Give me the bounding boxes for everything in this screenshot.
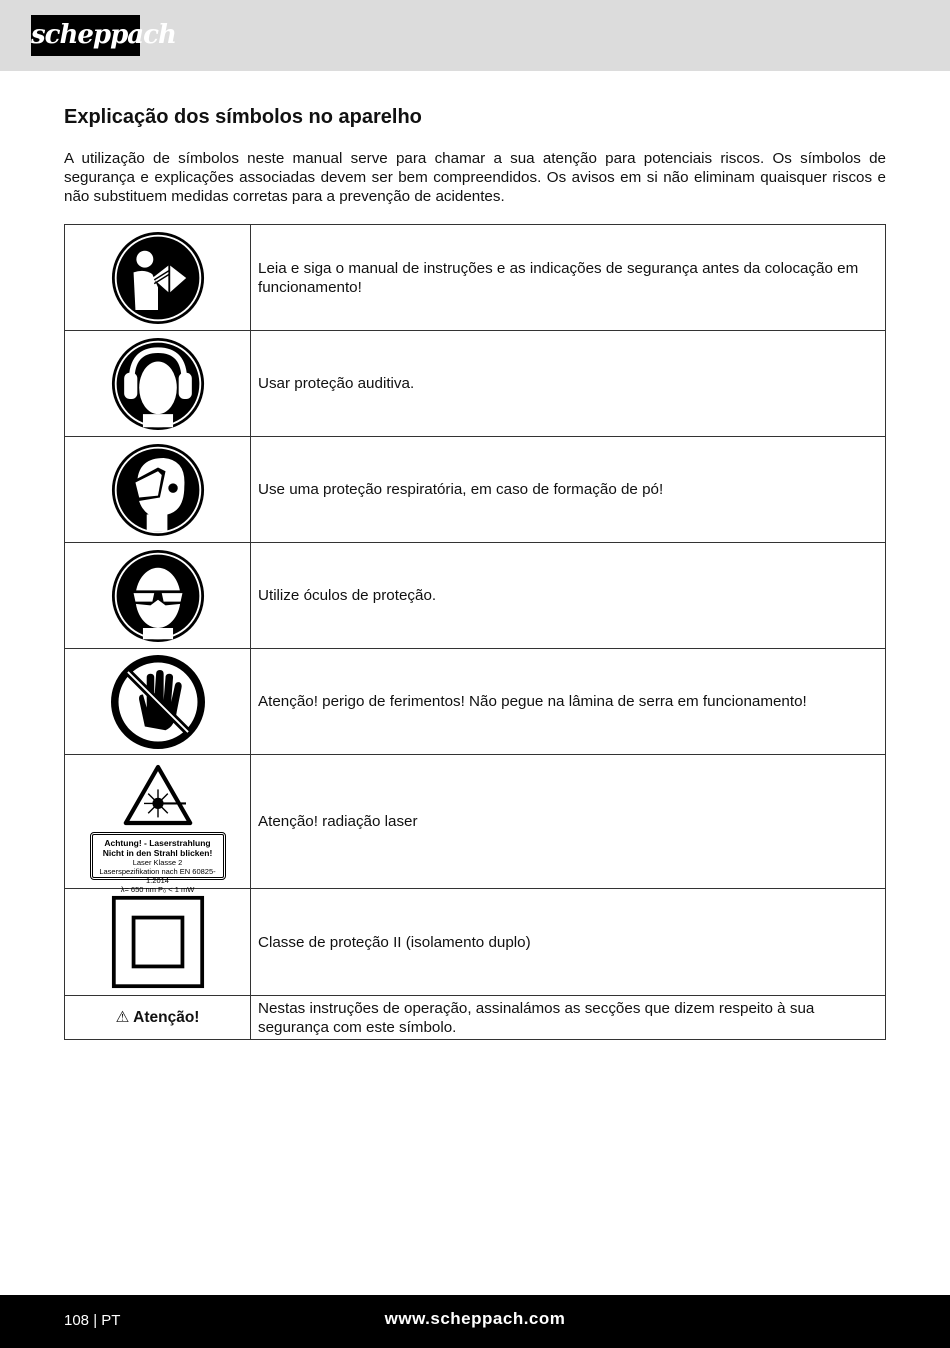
laser-warning-icon — [123, 764, 193, 826]
no-hands-icon — [111, 655, 205, 749]
laser-label-line: Nicht in den Strahl blicken! — [102, 847, 213, 858]
respiratory-protection-icon — [111, 443, 205, 537]
page-number: 108 | PT — [64, 1312, 121, 1329]
symbols-table — [64, 224, 886, 1040]
symbol-icon-cell — [65, 543, 251, 649]
symbol-icon-cell — [65, 755, 251, 894]
laser-label — [90, 832, 226, 894]
attention-text: Nestas instruções de operação, assinalámos as secções que dizem respeito à sua segurança com este símbolo. — [251, 996, 886, 1040]
symbol-text: Atenção! perigo de ferimentos! Não pegue na lâmina de serra em funcionamento! — [251, 649, 886, 755]
symbol-row — [65, 889, 886, 996]
symbol-text: Atenção! radiação laser — [251, 755, 886, 889]
symbol-icon-cell — [65, 649, 251, 755]
header-bar — [0, 0, 950, 71]
laser-label-line: λ= 650 nm P₀ < 1 mW — [120, 884, 195, 894]
symbol-row — [65, 225, 886, 331]
symbol-row — [65, 331, 886, 437]
symbol-icon-cell — [65, 889, 251, 996]
symbol-icon-cell — [65, 331, 251, 437]
protection-class-ii-icon — [111, 895, 205, 989]
symbol-row — [65, 649, 886, 755]
safety-goggles-icon — [111, 549, 205, 643]
read-manual-icon — [111, 231, 205, 325]
symbol-text: Classe de proteção II (isolamento duplo) — [251, 889, 886, 996]
symbol-text: Usar proteção auditiva. — [251, 331, 886, 437]
footer-bar — [0, 1295, 950, 1348]
symbol-text: Use uma proteção respiratória, em caso de formação de pó! — [251, 437, 886, 543]
laser-label-line: Laserspezifikation nach EN 60825-1:2014 — [99, 866, 216, 885]
symbol-row — [65, 437, 886, 543]
scheppach-logo: scheppach — [31, 15, 140, 56]
hearing-protection-icon — [111, 337, 205, 431]
symbol-text: Utilize óculos de proteção. — [251, 543, 886, 649]
attention-label: ⚠ Atenção! — [65, 996, 251, 1040]
intro-paragraph: A utilização de símbolos neste manual serve para chamar a sua atenção para potenciais riscos. Os símbolos de segurança e explicações associadas devem ser bem compreendidos. Os avisos em si não eliminam quaisquer riscos e não substituem medidas corretas para a prevenção de acidentes. — [64, 150, 886, 205]
laser-label-line: Laser Klasse 2 — [132, 857, 183, 867]
symbol-icon-cell — [65, 437, 251, 543]
symbol-row — [65, 543, 886, 649]
section-title: Explicação dos símbolos no aparelho — [64, 106, 422, 128]
symbol-text: Leia e siga o manual de instruções e as indicações de segurança antes da colocação em funcionamento! — [251, 225, 886, 331]
attention-row — [65, 996, 886, 1040]
symbol-icon-cell — [65, 225, 251, 331]
symbol-row — [65, 755, 886, 889]
website-link[interactable]: www.scheppach.com — [384, 1309, 566, 1328]
laser-label-line: Achtung! - Laserstrahlung — [104, 837, 211, 848]
